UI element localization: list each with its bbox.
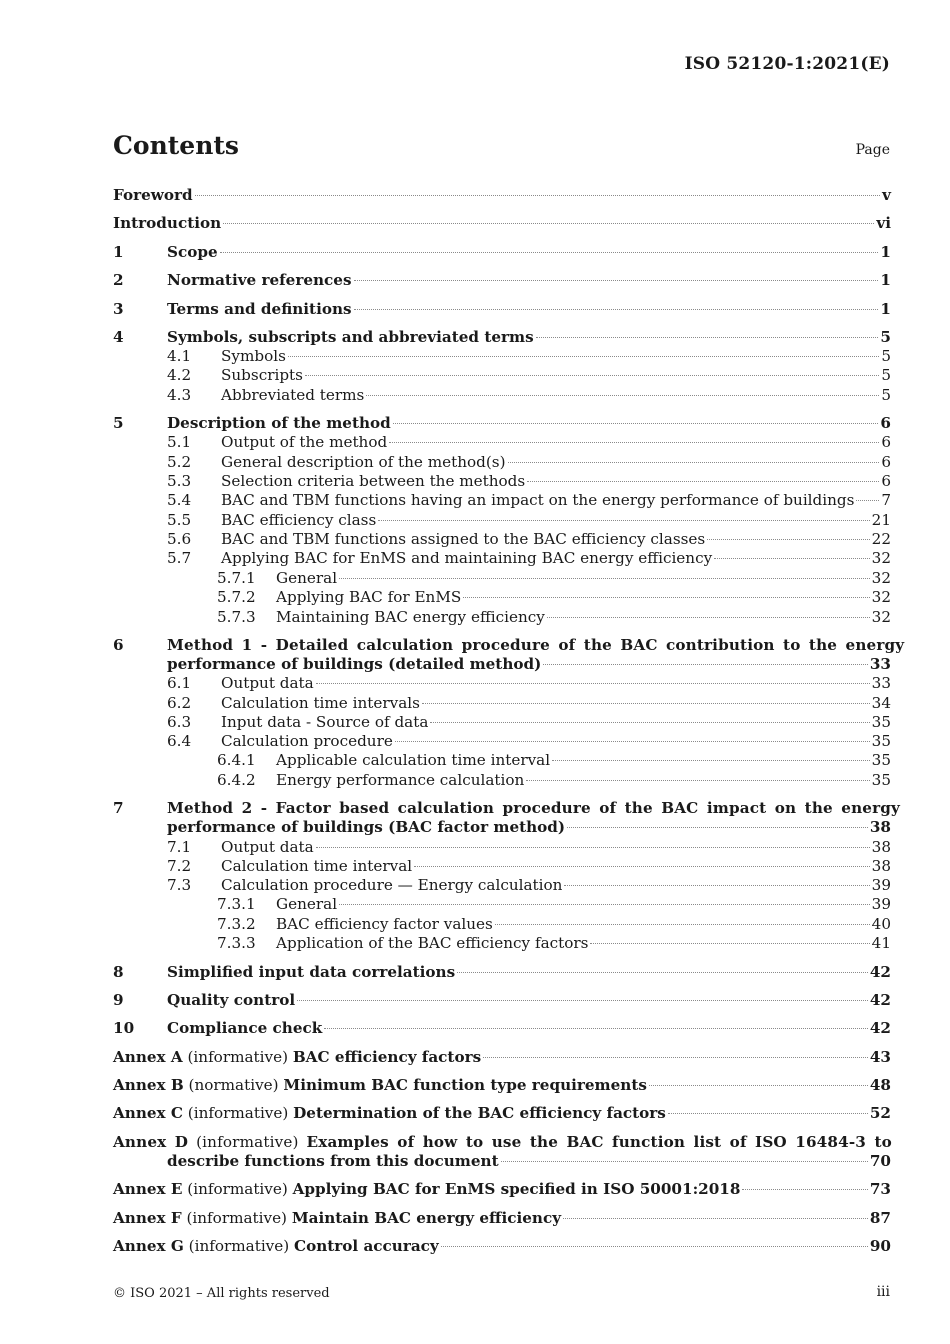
- toc-entry[interactable]: [113, 694, 891, 713]
- toc-entry[interactable]: [113, 472, 891, 491]
- toc-page-number: 1: [880, 271, 891, 289]
- dot-leader: [366, 395, 879, 396]
- toc-section-title: Calculation time interval: [221, 857, 413, 875]
- toc-page-number: 6: [881, 472, 891, 490]
- toc-page-number: 22: [871, 530, 891, 548]
- dot-leader: [297, 1000, 868, 1001]
- toc-section-number: 2: [113, 271, 124, 289]
- toc-page-number: 42: [869, 963, 891, 981]
- dot-leader: [220, 252, 879, 253]
- toc-section-title: Compliance check: [167, 1019, 323, 1037]
- dot-leader: [501, 1161, 868, 1162]
- annex-label: Annex G: [113, 1237, 184, 1255]
- dot-leader: [527, 481, 879, 482]
- annex-label: Annex A: [113, 1048, 183, 1066]
- toc-section-title: Quality control: [167, 991, 296, 1009]
- dot-leader: [339, 578, 870, 579]
- toc-entry[interactable]: [113, 328, 891, 347]
- toc-page-number: 38: [869, 818, 891, 836]
- toc-section-number: 5.6: [167, 530, 192, 548]
- toc-annex-entry-continued[interactable]: [113, 1152, 891, 1171]
- toc-section-title: Maintaining BAC energy efficiency: [276, 608, 545, 626]
- table-of-contents: [113, 0, 905, 1344]
- toc-section-title: Subscripts: [221, 366, 303, 384]
- toc-page-number: 39: [871, 895, 891, 913]
- annex-type: (informative): [188, 1237, 290, 1255]
- dot-leader: [714, 558, 870, 559]
- toc-annex-entry[interactable]: [113, 1104, 891, 1123]
- toc-section-title: Method 1 - Detailed calculation procedure of the BAC contribution to the energy: [167, 636, 905, 654]
- dot-leader: [422, 703, 870, 704]
- toc-section-title: Foreword: [113, 186, 193, 204]
- toc-section-number: 4.3: [167, 386, 192, 404]
- toc-page-number: 32: [871, 588, 891, 606]
- toc-section-title: Scope: [167, 243, 218, 261]
- annex-heading: [113, 1104, 666, 1123]
- toc-section-title: Calculation procedure: [221, 732, 393, 750]
- toc-entry[interactable]: [113, 674, 891, 693]
- toc-section-number: 5.3: [167, 472, 192, 490]
- toc-page-number: 5: [880, 328, 891, 346]
- toc-page-number: 70: [869, 1152, 891, 1170]
- dot-leader: [742, 1189, 867, 1190]
- toc-entry[interactable]: [113, 433, 891, 452]
- toc-entry[interactable]: [113, 243, 891, 262]
- toc-section-number: 5.7.1: [217, 569, 256, 587]
- toc-page-number: 90: [869, 1237, 891, 1255]
- annex-heading: [113, 1076, 647, 1095]
- toc-section-title: BAC efficiency factor values: [276, 915, 493, 933]
- toc-entry[interactable]: [113, 636, 905, 655]
- toc-section-title: Applying BAC for EnMS and maintaining BAC energy efficiency: [221, 549, 713, 567]
- toc-page-number: 35: [871, 771, 891, 789]
- toc-page-number: 6: [880, 414, 891, 432]
- toc-section-number: 6.4: [167, 732, 192, 750]
- annex-label: Annex C: [113, 1104, 183, 1122]
- annex-label: Annex E: [113, 1180, 183, 1198]
- toc-section-title: Applying BAC for EnMS: [276, 588, 462, 606]
- toc-section-number: 3: [113, 300, 124, 318]
- annex-heading: [113, 1209, 561, 1228]
- toc-page-number: 1: [880, 300, 891, 318]
- toc-section-number: 6: [113, 636, 124, 654]
- toc-section-title: BAC and TBM functions having an impact on the energy performance of buildings: [221, 491, 855, 509]
- toc-page-number: 6: [881, 453, 891, 471]
- toc-annex-entry[interactable]: [113, 1209, 891, 1228]
- annex-heading: [113, 1237, 439, 1256]
- toc-page-number: vi: [876, 214, 891, 232]
- toc-entry[interactable]: [113, 453, 891, 472]
- toc-section-title: Input data - Source of data: [221, 713, 429, 731]
- dot-leader: [430, 722, 869, 723]
- toc-page-number: 52: [869, 1104, 891, 1122]
- toc-section-number: 9: [113, 991, 124, 1009]
- annex-title: Examples of how to use the BAC function list of ISO 16484-3 to: [306, 1133, 892, 1151]
- toc-page-number: 42: [869, 991, 891, 1009]
- dot-leader: [316, 683, 870, 684]
- toc-page-number: 87: [869, 1209, 891, 1227]
- dot-leader: [378, 520, 869, 521]
- annex-type: (normative): [188, 1076, 279, 1094]
- toc-page-number: 6: [881, 433, 891, 451]
- toc-entry[interactable]: [113, 347, 891, 366]
- toc-entry[interactable]: [113, 732, 891, 751]
- toc-entry[interactable]: [113, 414, 891, 433]
- toc-section-number: 6.2: [167, 694, 192, 712]
- toc-section-title: Symbols, subscripts and abbreviated terms: [167, 328, 534, 346]
- toc-page-number: 39: [871, 876, 891, 894]
- toc-page-number: 33: [869, 655, 891, 673]
- toc-page-number: 33: [871, 674, 891, 692]
- dot-leader: [567, 827, 868, 828]
- toc-page-number: 21: [871, 511, 891, 529]
- toc-section-title: General: [276, 569, 338, 587]
- toc-section-number: 1: [113, 243, 124, 261]
- toc-entry[interactable]: [113, 713, 891, 732]
- toc-section-title: Output data: [221, 674, 314, 692]
- dot-leader: [223, 223, 874, 224]
- page-column-label: Page: [855, 142, 890, 158]
- annex-type: (informative): [187, 1104, 289, 1122]
- toc-section-number: 5.7.3: [217, 608, 256, 626]
- toc-section-number: 7.1: [167, 838, 192, 856]
- toc-section-number: 7.3.2: [217, 915, 256, 933]
- toc-page-number: v: [882, 186, 891, 204]
- toc-section-title: Introduction: [113, 214, 222, 232]
- dot-leader: [526, 780, 869, 781]
- dot-leader: [463, 597, 869, 598]
- toc-section-number: 4.1: [167, 347, 192, 365]
- annex-title: Determination of the BAC efficiency factors: [293, 1104, 666, 1122]
- dot-leader: [195, 195, 881, 196]
- dot-leader: [441, 1246, 868, 1247]
- toc-section-title: General description of the method(s): [221, 453, 506, 471]
- dot-leader: [393, 423, 879, 424]
- toc-entry-continued[interactable]: [113, 655, 891, 674]
- toc-section-number: 8: [113, 963, 124, 981]
- toc-section-title: Calculation procedure — Energy calculation: [221, 876, 563, 894]
- toc-section-title: Simplified input data correlations: [167, 963, 456, 981]
- dot-leader: [590, 943, 869, 944]
- page-number: iii: [876, 1284, 890, 1300]
- toc-entry[interactable]: [113, 386, 891, 405]
- toc-section-number: 7.3.3: [217, 934, 256, 952]
- toc-entry[interactable]: [113, 511, 891, 530]
- toc-section-title: Abbreviated terms: [221, 386, 365, 404]
- toc-section-number: 10: [113, 1019, 135, 1037]
- toc-page-number: 5: [881, 366, 891, 384]
- annex-label: Annex F: [113, 1209, 182, 1227]
- toc-page-number: 73: [869, 1180, 891, 1198]
- annex-type: (informative): [187, 1180, 288, 1198]
- annex-title: Control accuracy: [294, 1237, 439, 1255]
- toc-section-title-continued: performance of buildings (BAC factor method): [167, 818, 566, 836]
- toc-entry[interactable]: [113, 549, 891, 568]
- toc-section-title: BAC efficiency class: [221, 511, 377, 529]
- toc-section-title: General: [276, 895, 338, 913]
- toc-entry[interactable]: [113, 876, 891, 895]
- toc-section-number: 4: [113, 328, 124, 346]
- dot-leader: [316, 847, 870, 848]
- toc-page-number: 42: [869, 1019, 891, 1037]
- toc-page-number: 41: [871, 934, 891, 952]
- toc-page-number: 5: [881, 386, 891, 404]
- toc-page-number: 35: [871, 713, 891, 731]
- toc-page-number: 38: [871, 857, 891, 875]
- toc-section-number: 7.2: [167, 857, 192, 875]
- toc-entry[interactable]: [113, 366, 891, 385]
- annex-label: Annex D: [113, 1133, 189, 1151]
- toc-section-number: 5.7.2: [217, 588, 256, 606]
- page-title: Contents: [113, 131, 240, 160]
- toc-page-number: 32: [871, 549, 891, 567]
- toc-entry[interactable]: [113, 300, 891, 319]
- toc-entry[interactable]: [113, 186, 891, 205]
- toc-entry[interactable]: [113, 530, 891, 549]
- annex-heading: [113, 1048, 481, 1067]
- toc-section-number: 4.2: [167, 366, 192, 384]
- annex-heading: [113, 1180, 740, 1199]
- toc-entry[interactable]: [113, 915, 891, 934]
- toc-section-number: 6.4.2: [217, 771, 256, 789]
- dot-leader: [288, 356, 879, 357]
- dot-leader: [395, 741, 870, 742]
- toc-section-title: BAC and TBM functions assigned to the BAC efficiency classes: [221, 530, 706, 548]
- annex-type: (informative): [196, 1133, 299, 1151]
- toc-entry[interactable]: [113, 271, 891, 290]
- dot-leader: [543, 664, 868, 665]
- toc-page-number: 40: [871, 915, 891, 933]
- toc-section-title: Selection criteria between the methods: [221, 472, 526, 490]
- toc-section-title: Application of the BAC efficiency factors: [276, 934, 589, 952]
- dot-leader: [563, 1218, 868, 1219]
- dot-leader: [457, 972, 868, 973]
- dot-leader: [483, 1057, 868, 1058]
- dot-leader: [389, 442, 879, 443]
- toc-entry[interactable]: [113, 771, 891, 790]
- annex-label: Annex B: [113, 1076, 184, 1094]
- toc-section-title: Description of the method: [167, 414, 391, 432]
- dot-leader: [536, 337, 879, 338]
- toc-section-title: Output of the method: [221, 433, 388, 451]
- toc-entry[interactable]: [113, 588, 891, 607]
- toc-entry[interactable]: [113, 838, 891, 857]
- dot-leader: [552, 760, 870, 761]
- dot-leader: [668, 1113, 868, 1114]
- document-id: ISO 52120-1:2021(E): [684, 54, 890, 74]
- toc-annex-entry[interactable]: [113, 1237, 891, 1256]
- toc-annex-entry[interactable]: [113, 1180, 891, 1199]
- dot-leader: [564, 885, 869, 886]
- annex-title: Applying BAC for EnMS specified in ISO 50001:2018: [292, 1180, 741, 1198]
- dot-leader: [305, 375, 879, 376]
- toc-page-number: 48: [869, 1076, 891, 1094]
- dot-leader: [324, 1028, 868, 1029]
- toc-section-title: Applicable calculation time interval: [276, 751, 551, 769]
- toc-section-title: Energy performance calculation: [276, 771, 525, 789]
- toc-page-number: 43: [869, 1048, 891, 1066]
- toc-entry[interactable]: [113, 799, 900, 818]
- toc-section-title: Calculation time intervals: [221, 694, 420, 712]
- toc-section-title: Normative references: [167, 271, 352, 289]
- toc-section-title: Terms and definitions: [167, 300, 352, 318]
- toc-page-number: 32: [871, 569, 891, 587]
- toc-page-number: 1: [880, 243, 891, 261]
- toc-entry[interactable]: [113, 895, 891, 914]
- toc-section-number: 7: [113, 799, 124, 817]
- toc-page-number: 5: [881, 347, 891, 365]
- toc-page-number: 34: [871, 694, 891, 712]
- toc-section-number: 6.1: [167, 674, 192, 692]
- annex-title: Minimum BAC function type requirements: [283, 1076, 647, 1094]
- toc-annex-entry[interactable]: [113, 1048, 891, 1067]
- annex-title: BAC efficiency factors: [292, 1048, 482, 1066]
- toc-page-number: 35: [871, 751, 891, 769]
- toc-entry-continued[interactable]: [113, 818, 891, 837]
- toc-entry[interactable]: [113, 608, 891, 627]
- annex-title-continued: describe functions from this document: [167, 1152, 499, 1170]
- toc-entry[interactable]: [113, 569, 891, 588]
- dot-leader: [354, 309, 879, 310]
- dot-leader: [547, 617, 870, 618]
- toc-section-number: 6.4.1: [217, 751, 256, 769]
- toc-section-number: 5.2: [167, 453, 192, 471]
- toc-section-title: Symbols: [221, 347, 286, 365]
- toc-section-number: 5.1: [167, 433, 192, 451]
- dot-leader: [495, 924, 870, 925]
- toc-page-number: 35: [871, 732, 891, 750]
- annex-title: Maintain BAC energy efficiency: [291, 1209, 562, 1227]
- dot-leader: [649, 1085, 868, 1086]
- toc-annex-entry[interactable]: [113, 1076, 891, 1095]
- toc-entry[interactable]: [113, 934, 891, 953]
- toc-section-number: 5.5: [167, 511, 192, 529]
- dot-leader: [856, 500, 879, 501]
- toc-section-title-continued: performance of buildings (detailed method): [167, 655, 542, 673]
- dot-leader: [508, 462, 880, 463]
- toc-section-number: 5: [113, 414, 124, 432]
- toc-page-number: 32: [871, 608, 891, 626]
- toc-annex-entry[interactable]: [113, 1133, 891, 1152]
- annex-type: (informative): [186, 1209, 287, 1227]
- dot-leader: [414, 866, 870, 867]
- toc-section-number: 7.3: [167, 876, 192, 894]
- toc-entry[interactable]: [113, 857, 891, 876]
- toc-entry[interactable]: [113, 214, 891, 233]
- toc-page-number: 38: [871, 838, 891, 856]
- toc-entry[interactable]: [113, 1019, 891, 1038]
- toc-entry[interactable]: [113, 991, 891, 1010]
- toc-entry[interactable]: [113, 491, 891, 510]
- copyright-notice: © ISO 2021 – All rights reserved: [113, 1286, 330, 1301]
- toc-section-title: Output data: [221, 838, 314, 856]
- toc-section-title: Method 2 - Factor based calculation procedure of the BAC impact on the energy: [167, 799, 900, 817]
- toc-section-number: 5.7: [167, 549, 192, 567]
- toc-section-number: 7.3.1: [217, 895, 256, 913]
- toc-entry[interactable]: [113, 963, 891, 982]
- toc-section-number: 5.4: [167, 491, 192, 509]
- toc-section-number: 6.3: [167, 713, 192, 731]
- toc-page-number: 7: [881, 491, 891, 509]
- toc-entry[interactable]: [113, 751, 891, 770]
- dot-leader: [339, 904, 870, 905]
- dot-leader: [707, 539, 869, 540]
- dot-leader: [354, 280, 879, 281]
- annex-type: (informative): [187, 1048, 288, 1066]
